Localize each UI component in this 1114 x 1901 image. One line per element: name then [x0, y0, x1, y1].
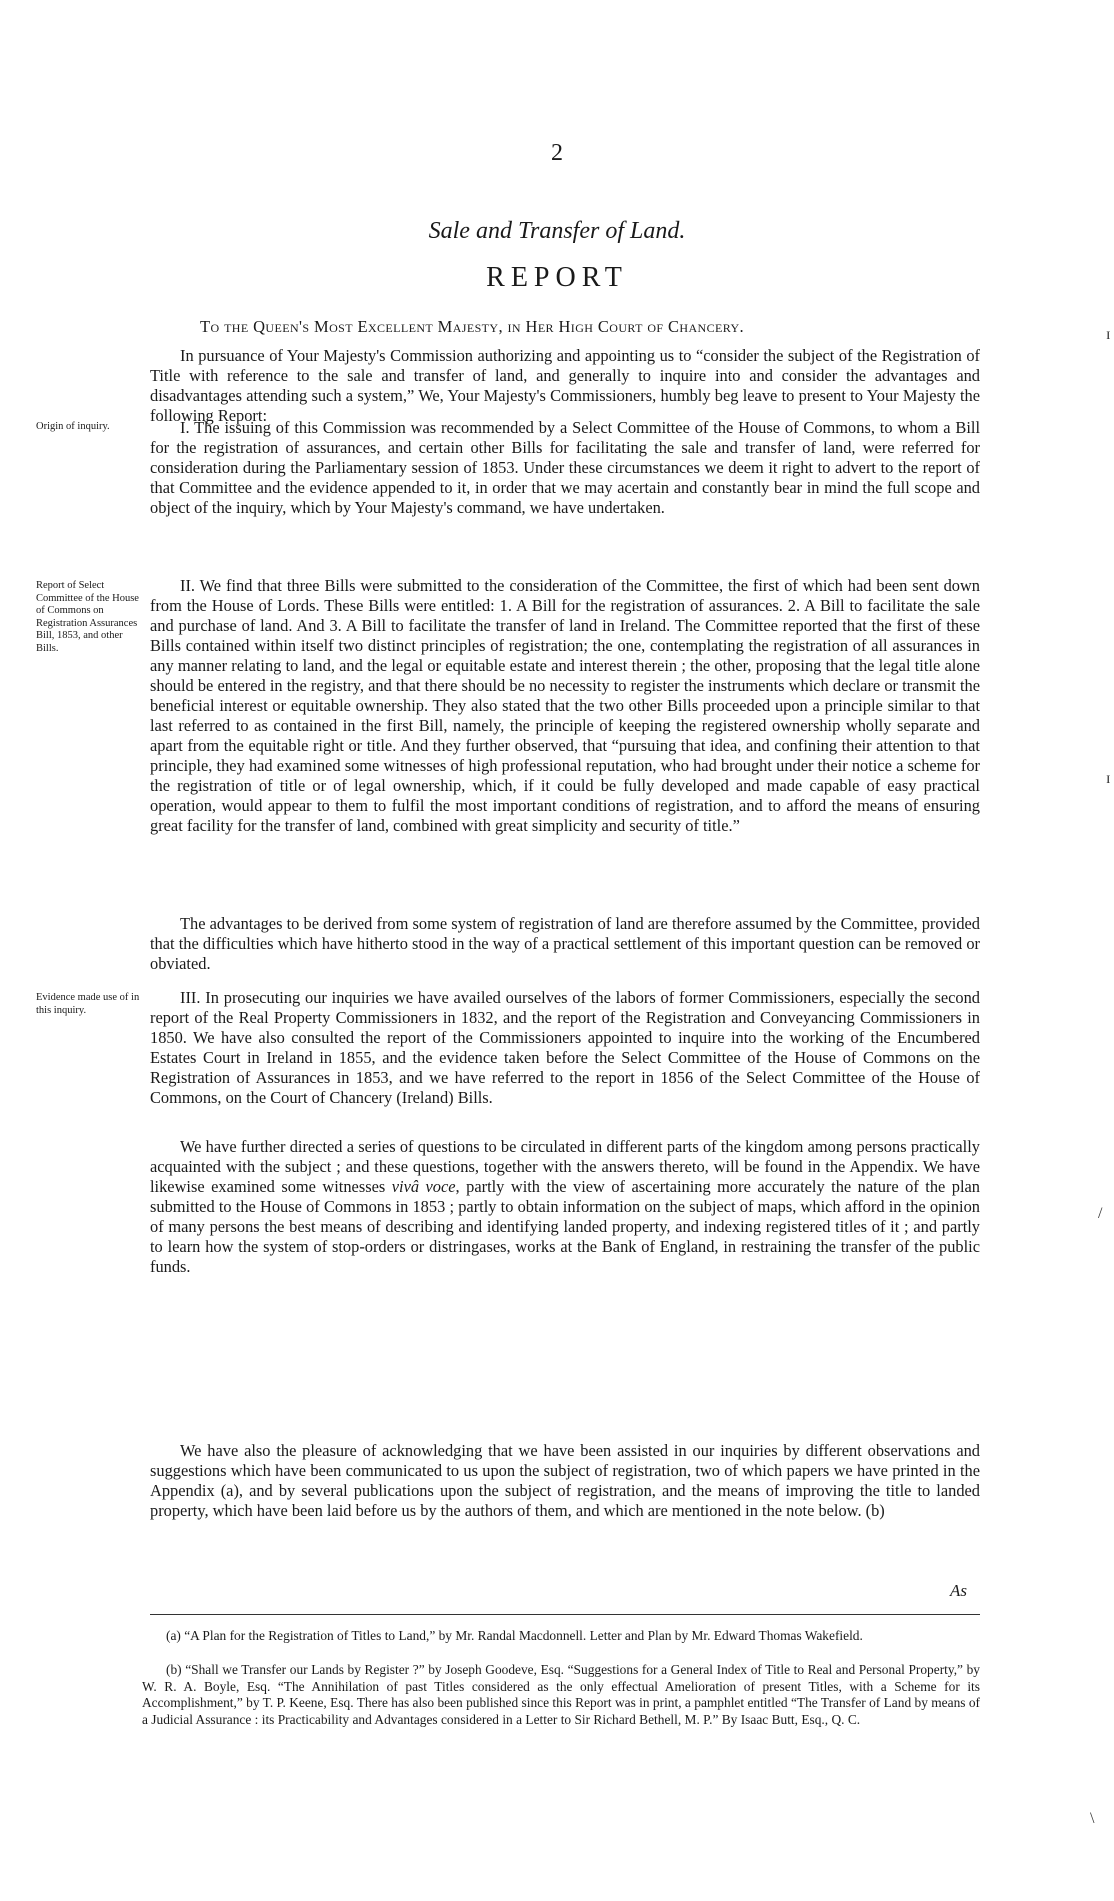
- para-text-after: , partly with the view of ascertaining more accurately the nature of the plan submitted to the House of Commons in 1853 ; partly to obtain information on the subject of maps, which afford in the opinion of many persons the best means of describing and identifying landed property, and indexing registered titles of it ; and partly to learn how the system of stop-orders or distringases, works at the Bank of England, in restraining the transfer of the public funds.: [150, 1177, 981, 1276]
- footnote-a: (a) “A Plan for the Registration of Titles to Land,” by Mr. Randal Macdonnell. Letter and Plan by Mr. Edward Thomas Wakefield.: [166, 1628, 863, 1643]
- section-1-paragraph: I. The issuing of this Commission was recommended by a Select Committee of the House of Commons, to whom a Bill for the registration of assurances, and certain other Bills for facilitating the sale and transfer of land, were referred for consideration during the Parliamentary session of 1853. Under these circumstances we deem it right to advert to the report of that Committee and the evidence appended to it, in order that we may acertain and constantly bear in mind the full scope and object of the inquiry, which by Your Majesty's command, we have undertaken.: [150, 418, 980, 517]
- running-subtitle: Sale and Transfer of Land.: [428, 218, 686, 244]
- para-text-before: We have further directed a series of questions to be circulated in different parts of the kingdom among persons practically acquainted with the subject ; and these questions, together with the answers thereto, will be found in the Appendix. We have likewise examined some witnesses: [150, 1137, 980, 1196]
- italic-phrase: vivâ voce: [391, 1177, 456, 1196]
- margin-mark: ɪ: [1106, 326, 1111, 343]
- section-2-continuation: The advantages to be derived from some system of registration of land are therefore assumed by the Committee, provided that the difficulties which have hitherto stood in the way of a practical settlement of this important question can be removed or obviated.: [150, 914, 980, 973]
- section-3-paragraph: III. In prosecuting our inquiries we have availed ourselves of the labors of former Commissioners, especially the second report of the Real Property Commissioners in 1832, and the report of the Registration and Conveyancing Commissioners in 1850. We have also consulted the report of the Commissioners appointed to inquire into the working of the Encumbered Estates Court in Ireland in 1855, and the evidence taken before the Select Committee of the House of Commons on the Registration of Assurances in 1853, and we have referred to the report in 1856 of the Select Committee of the House of Commons, on the Court of Chancery (Ireland) Bills.: [150, 988, 980, 1107]
- side-note-origin: Origin of inquiry.: [36, 421, 110, 432]
- side-note-select-committee: Report of Select Committee of the House of Commons on Registration Assurances Bill, 1853, and other Bills.: [36, 580, 139, 654]
- catchword: As: [950, 1581, 967, 1600]
- margin-mark: /: [1098, 1205, 1103, 1222]
- page-number: 2: [551, 140, 563, 166]
- section-3-paragraph-3: We have also the pleasure of acknowledging that we have been assisted in our inquiries by different observations and suggestions which have been communicated to us upon the subject of registration, two of which papers we have printed in the Appendix (a), and by several publications upon the subject of registration, and the means of improving the title to landed property, which have been laid before us by the authors of them, and which are mentioned in the note below. (b): [150, 1441, 980, 1520]
- side-note-evidence: Evidence made use of in this inquiry.: [36, 992, 140, 1016]
- section-2-paragraph: II. We find that three Bills were submitted to the consideration of the Committee, the first of which had been sent down from the House of Lords. These Bills were entitled: 1. A Bill for the registration of assurances. 2. A Bill to facilitate the sale and purchase of land. And 3. A Bill to facilitate the transfer of land in Ireland. The Committee reported that the first of these Bills contained within itself two distinct principles of registration; the one, contemplating the registration of all assurances in any manner relating to land, and the legal or equitable estate and interest therein ; the other, proposing that the legal title alone should be entered in the registry, and that there should be no necessity to register the instruments which declare or transmit the beneficial interest or equitable ownership. They also stated that the two other Bills proceeded upon a principle similar to that last referred to as contained in the first Bill, namely, the principle of keeping the registered ownership wholly separate and apart from the equitable right or title. And they further observed, that “pursuing that idea, and confining their attention to that principle, they had examined some witnesses of high professional reputation, who had brought under their notice a scheme for the registration of title or of legal ownership, which, if it could be fully developed and made capable of easy practical operation, would appear to them to fulfil the most important conditions of registration, and to afford the means of ensuring great facility for the transfer of land, combined with great simplicity and security of title.”: [150, 576, 980, 835]
- margin-mark: ɪ: [1106, 770, 1111, 787]
- footnote-b: (b) “Shall we Transfer our Lands by Register ?” by Joseph Goodeve, Esq. “Suggestions for a General Index of Title to Real and Personal Property,” by W. R. A. Boyle, Esq. “The Annihilation of past Titles considered as the only effectual Amelioration of present Titles, with a Scheme for its Accomplishment,” by T. P. Keene, Esq. There has also been published since this Report was in print, a pamphlet entitled “The Transfer of Land by means of a Judicial Assurance : its Practicability and Advantages considered in a Letter to Sir Richard Bethell, M. P.” By Isaac Butt, Esq., Q. C.: [142, 1662, 980, 1727]
- margin-mark: \: [1090, 1810, 1095, 1827]
- intro-paragraph: In pursuance of Your Majesty's Commission authorizing and appointing us to “consider the subject of the Registration of Title with reference to the sale and transfer of land, and generally to inquire into and consider the advantages and disadvantages attending such a system,” We, Your Majesty's Commissioners, humbly beg leave to present to Your Majesty the following Report:: [150, 346, 980, 425]
- report-address: To the Queen's Most Excellent Majesty, in Her High Court of Chancery.: [200, 317, 745, 336]
- report-title: REPORT: [486, 262, 628, 293]
- section-3-paragraph-2: [150, 1137, 980, 1277]
- footnote-divider: [150, 1614, 980, 1615]
